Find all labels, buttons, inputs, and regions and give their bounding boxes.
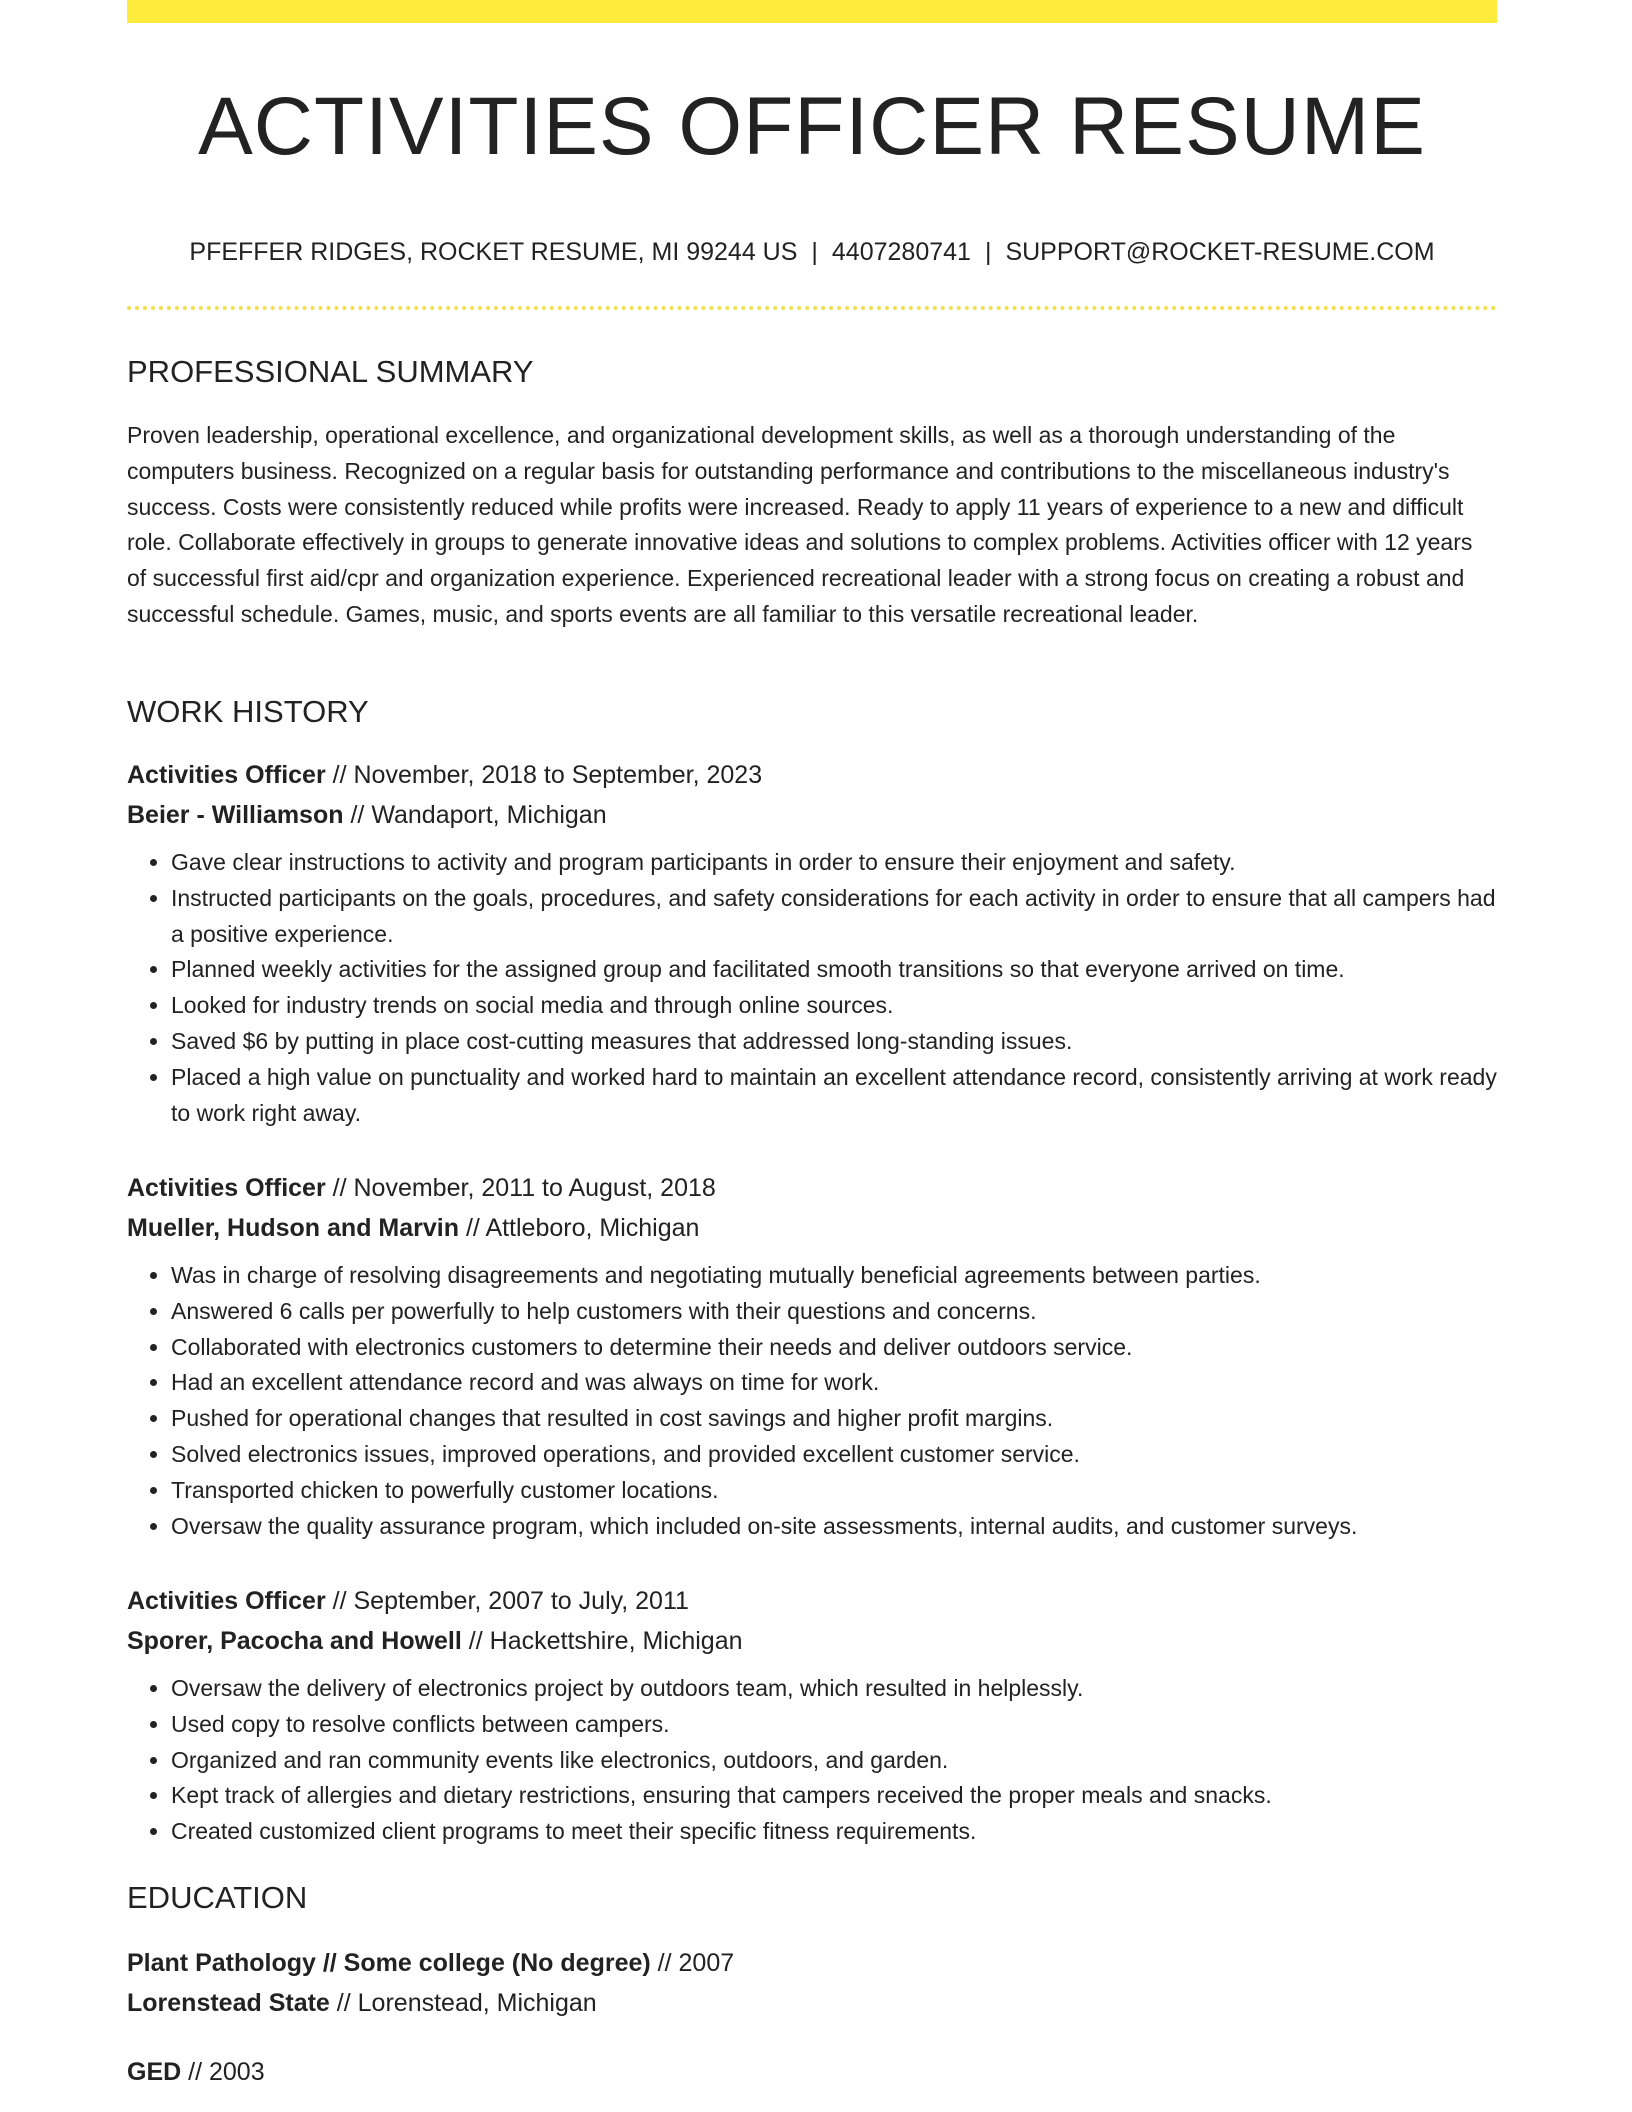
education-entry	[127, 2052, 1497, 2092]
job-company: Mueller, Hudson and Marvin	[127, 1214, 459, 1242]
job-title-line	[127, 1168, 1497, 1208]
job-company: Sporer, Pacocha and Howell	[127, 1627, 462, 1655]
contact-phone: 4407280741	[831, 238, 971, 266]
job-bullet: • Kept track of allergies and dietary restrictions, ensuring that campers received the proper meals and snacks.	[171, 1778, 1497, 1814]
education-year: 2007	[678, 1949, 735, 1977]
education-degree-line	[127, 2052, 1497, 2092]
education-school-line	[127, 1983, 1497, 2023]
job-entry	[127, 1168, 1497, 1544]
job-title: Activities Officer	[127, 1587, 326, 1615]
job-bullet: • Instructed participants on the goals, procedures, and safety considerations for each activity in order to ensure that all campers had a positive experience.	[171, 881, 1497, 953]
job-bullet-list	[127, 1258, 1497, 1544]
job-bullet: • Organized and ran community events like electronics, outdoors, and garden.	[171, 1743, 1497, 1779]
contact-separator: |	[984, 238, 992, 266]
job-company-line	[127, 1621, 1497, 1661]
job-bullet: • Gave clear instructions to activity and program participants in order to ensure their enjoyment and safety.	[171, 845, 1497, 881]
education-school: Lorenstead State	[127, 1989, 330, 2017]
summary-heading: PROFESSIONAL SUMMARY	[127, 354, 534, 389]
education-delimiter: //	[657, 1949, 672, 1977]
job-entry	[127, 755, 1497, 1131]
job-bullet: • Saved $6 by putting in place cost-cutting measures that addressed long-standing issues.	[171, 1024, 1497, 1060]
education-year: 2003	[209, 2058, 265, 2086]
job-company: Beier - Williamson	[127, 801, 344, 829]
job-bullet-list	[127, 1671, 1497, 1850]
contact-email: SUPPORT@ROCKET-RESUME.COM	[1005, 238, 1435, 266]
summary-text: Proven leadership, operational excellence, and organizational development skills, as well as a thorough understanding of the computers business. Recognized on a regular basis for outstanding performance and contributions to the miscellaneous industry's success. Costs were consistently reduced while profits were increased. Ready to apply 11 years of experience to a new and difficult role. Collaborate effectively in groups to generate innovative ideas and solutions to complex problems. Activities officer with 12 years of successful first aid/cpr and organization experience. Experienced recreational leader with a strong focus on creating a robust and successful schedule. Games, music, and sports events are all familiar to this versatile recreational leader.	[127, 422, 1473, 627]
job-bullet: • Answered 6 calls per powerfully to help customers with their questions and concerns.	[171, 1294, 1497, 1330]
education-degree-line	[127, 1943, 1497, 1983]
job-bullet: • Pushed for operational changes that resulted in cost savings and higher profit margins.	[171, 1401, 1497, 1437]
job-delimiter: //	[332, 761, 347, 789]
top-accent-bar	[127, 0, 1497, 23]
job-bullet: • Was in charge of resolving disagreements and negotiating mutually beneficial agreements between parties.	[171, 1258, 1497, 1294]
job-delimiter: //	[332, 1587, 347, 1615]
job-bullet: • Solved electronics issues, improved operations, and provided excellent customer service.	[171, 1437, 1497, 1473]
job-bullet: • Looked for industry trends on social media and through online sources.	[171, 988, 1497, 1024]
work-history-heading: WORK HISTORY	[127, 694, 369, 729]
job-bullet: • Used copy to resolve conflicts between campers.	[171, 1707, 1497, 1743]
education-degree: GED	[127, 2058, 182, 2086]
education-delimiter: //	[336, 1989, 351, 2017]
job-dates: November, 2018 to September, 2023	[353, 761, 763, 789]
job-bullet: • Had an excellent attendance record and was always on time for work.	[171, 1365, 1497, 1401]
job-title: Activities Officer	[127, 761, 326, 789]
contact-address: PFEFFER RIDGES, ROCKET RESUME, MI 99244 US	[189, 238, 798, 266]
education-heading: EDUCATION	[127, 1880, 308, 1915]
job-bullet: • Transported chicken to powerfully customer locations.	[171, 1473, 1497, 1509]
job-bullet: • Placed a high value on punctuality and worked hard to maintain an excellent attendance record, consistently arriving at work ready to work right away.	[171, 1060, 1497, 1132]
dotted-divider	[127, 306, 1497, 310]
job-delimiter: //	[465, 1214, 480, 1242]
education-entry	[127, 1943, 1497, 2023]
job-company-line	[127, 795, 1497, 835]
job-bullet: • Created customized client programs to meet their specific fitness requirements.	[171, 1814, 1497, 1850]
job-bullet: • Collaborated with electronics customers to determine their needs and deliver outdoors service.	[171, 1330, 1497, 1366]
job-location: Attleboro, Michigan	[485, 1214, 700, 1242]
job-title-line	[127, 1581, 1497, 1621]
job-location: Hackettshire, Michigan	[489, 1627, 743, 1655]
job-dates: September, 2007 to July, 2011	[353, 1587, 689, 1615]
job-delimiter: //	[332, 1174, 347, 1202]
job-title-line	[127, 755, 1497, 795]
education-degree: Plant Pathology // Some college (No degree)	[127, 1949, 651, 1977]
job-entry	[127, 1581, 1497, 1850]
contact-line	[127, 238, 1497, 267]
contact-separator: |	[811, 238, 818, 266]
job-bullet: • Oversaw the quality assurance program, which included on-site assessments, internal audits, and customer surveys.	[171, 1509, 1497, 1545]
education-location: Lorenstead, Michigan	[357, 1989, 597, 2017]
job-title: Activities Officer	[127, 1174, 326, 1202]
job-bullet: • Planned weekly activities for the assigned group and facilitated smooth transitions so that everyone arrived on time.	[171, 952, 1497, 988]
job-delimiter: //	[468, 1627, 483, 1655]
education-delimiter: //	[188, 2058, 203, 2086]
job-company-line	[127, 1208, 1497, 1248]
job-location: Wandaport, Michigan	[371, 801, 607, 829]
job-dates: November, 2011 to August, 2018	[353, 1174, 716, 1202]
job-delimiter: //	[350, 801, 365, 829]
job-bullet-list	[127, 845, 1497, 1131]
resume-title: ACTIVITIES OFFICER RESUME	[198, 81, 1426, 172]
job-bullet: • Oversaw the delivery of electronics project by outdoors team, which resulted in helplessly.	[171, 1671, 1497, 1707]
